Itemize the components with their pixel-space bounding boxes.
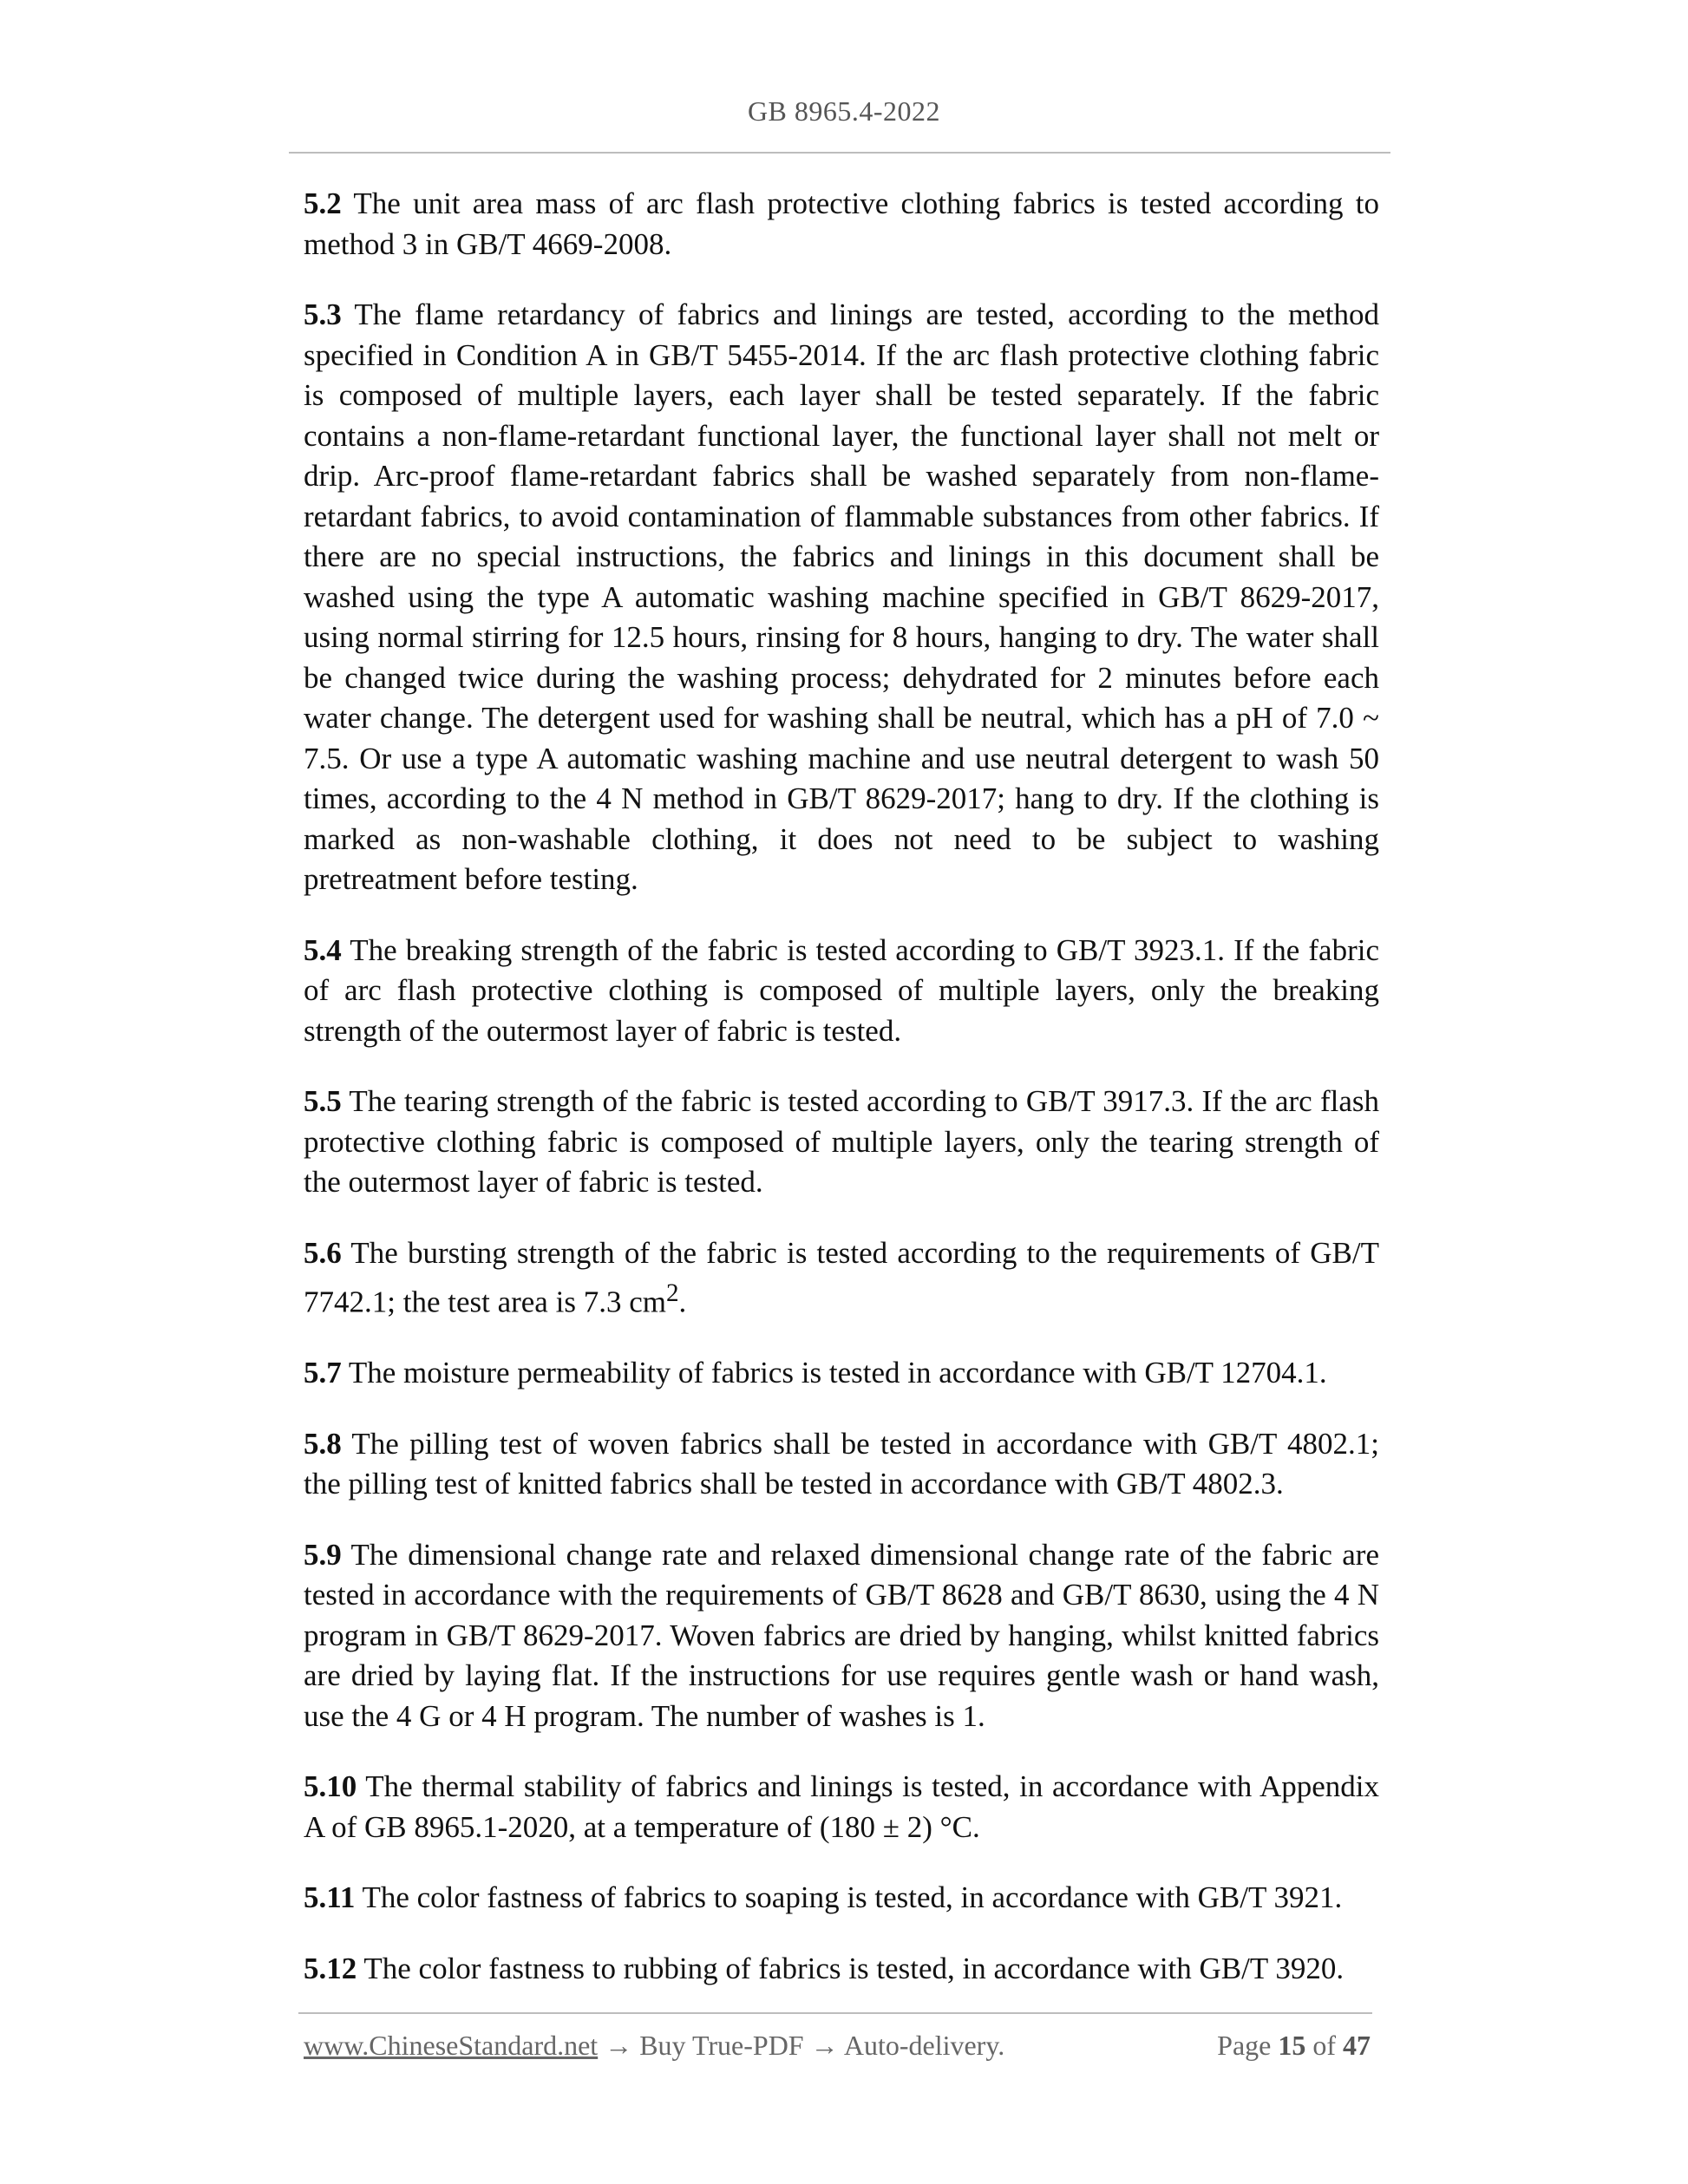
clause-number: 5.3: [304, 298, 342, 331]
page-label: Page: [1217, 2030, 1272, 2061]
header-divider: [289, 152, 1390, 154]
clause-text: The tearing strength of the fabric is tested according to GB/T 3917.3. If the arc flash protective clothing fabric is composed of multiple layers, only the tearing strength of the outermost layer of fabric is tested.: [304, 1084, 1379, 1199]
clause-text: The dimensional change rate and relaxed dimensional change rate of the fabric are tested in accordance with the requirements of GB/T 8628 and GB/T 8630, using the 4 N program in GB/T 8629-2017. Woven fabrics are dried by hanging, whilst knitted fabrics are dried by laying flat. If the instructions for use requires gentle wash or hand wash, use the 4 G or 4 H program. The number of washes is 1.: [304, 1537, 1379, 1733]
page-footer: [304, 2030, 1371, 2068]
clause-text: The color fastness of fabrics to soaping is tested, in accordance with GB/T 3921.: [355, 1880, 1343, 1915]
clause-5-9: [304, 1535, 1379, 1737]
clause-5-7: [304, 1353, 1379, 1394]
current-page-number: 15: [1278, 2030, 1306, 2061]
of-label: of: [1312, 2030, 1336, 2061]
clause-number: 5.2: [304, 186, 342, 220]
clause-5-12: [304, 1949, 1379, 1990]
clause-text: The flame retardancy of fabrics and linings are tested, according to the method specified in Condition A in GB/T 5455-2014. If the arc flash protective clothing fabric is composed of multiple layers, each layer shall be tested separately. If the fabric contains a non-flame-retardant functional layer, the functional layer shall not melt or drip. Arc-proof flame-retardant fabrics shall be washed separately from non-flame-retardant fabrics, to avoid contamination of flammable substances from other fabrics. If there are no special instructions, the fabrics and linings in this document shall be washed using the type A automatic washing machine specified in GB/T 8629-2017, using normal stirring for 12.5 hours, rinsing for 8 hours, hanging to dry. The water shall be changed twice during the washing process; dehydrated for 2 minutes before each water change. The detergent used for washing shall be neutral, which has a pH of 7.0 ~ 7.5. Or use a type A automatic washing machine and use neutral detergent to wash 50 times, according to the 4 N method in GB/T 8629-2017; hang to dry. If the clothing is marked as non-washable clothing, it does not need to be subject to washing pretreatment before testing.: [304, 298, 1379, 896]
clause-5-8: [304, 1424, 1379, 1505]
total-pages-number: 47: [1343, 2030, 1371, 2061]
superscript-exponent: 2: [665, 1279, 679, 1307]
clause-number: 5.5: [304, 1084, 342, 1118]
footer-divider: [298, 2012, 1372, 2014]
clause-5-4: [304, 931, 1379, 1052]
clause-number: 5.9: [304, 1537, 342, 1572]
clause-5-6: [304, 1233, 1379, 1324]
auto-delivery-text: Auto-delivery.: [843, 2030, 1005, 2061]
clause-number: 5.10: [304, 1769, 357, 1804]
clause-number: 5.11: [304, 1880, 356, 1915]
clause-text: The thermal stability of fabrics and linings is tested, in accordance with Appendix A of GB 8965.1-2020, at a temperature of (180 ± 2) °C.: [304, 1769, 1379, 1844]
page-indicator: [1217, 2030, 1371, 2062]
clause-5-10: [304, 1767, 1379, 1847]
clause-text: The breaking strength of the fabric is tested according to GB/T 3923.1. If the fabric of arc flash protective clothing is composed of multiple layers, only the breaking strength of the outermost layer of fabric is tested.: [304, 932, 1379, 1048]
clause-text: The unit area mass of arc flash protective clothing fabrics is tested according to method 3 in GB/T 4669-2008.: [304, 186, 1379, 261]
clause-number: 5.12: [304, 1951, 357, 1985]
clause-text: The bursting strength of the fabric is tested according to the requirements of GB/T 7742.1; the test area is 7.3 cm: [304, 1235, 1379, 1319]
clause-number: 5.6: [304, 1235, 342, 1270]
clause-5-3: [304, 295, 1379, 900]
arrow-right-icon: →: [810, 2030, 839, 2061]
clause-text: The moisture permeability of fabrics is tested in accordance with GB/T 12704.1.: [341, 1356, 1327, 1390]
clause-number: 5.7: [304, 1356, 342, 1390]
document-header-title: GB 8965.4-2022: [747, 95, 941, 127]
clause-number: 5.4: [304, 932, 342, 967]
clause-5-2: [304, 184, 1379, 265]
clause-5-11: [304, 1878, 1379, 1919]
clause-text-end: .: [678, 1285, 687, 1319]
clause-text: The color fastness to rubbing of fabrics is tested, in accordance with GB/T 3920.: [357, 1951, 1345, 1985]
buy-pdf-text: Buy True-PDF: [639, 2030, 804, 2061]
clause-text: The pilling test of woven fabrics shall be tested in accordance with GB/T 4802.1; the pilling test of knitted fabrics shall be tested in accordance with GB/T 4802.3.: [304, 1426, 1379, 1501]
website-link[interactable]: www.ChineseStandard.net: [304, 2030, 599, 2061]
footer-promo: [304, 2030, 1004, 2062]
arrow-right-icon: →: [605, 2030, 633, 2061]
clause-5-5: [304, 1082, 1379, 1203]
document-body: [304, 184, 1379, 2019]
clause-number: 5.8: [304, 1426, 342, 1461]
